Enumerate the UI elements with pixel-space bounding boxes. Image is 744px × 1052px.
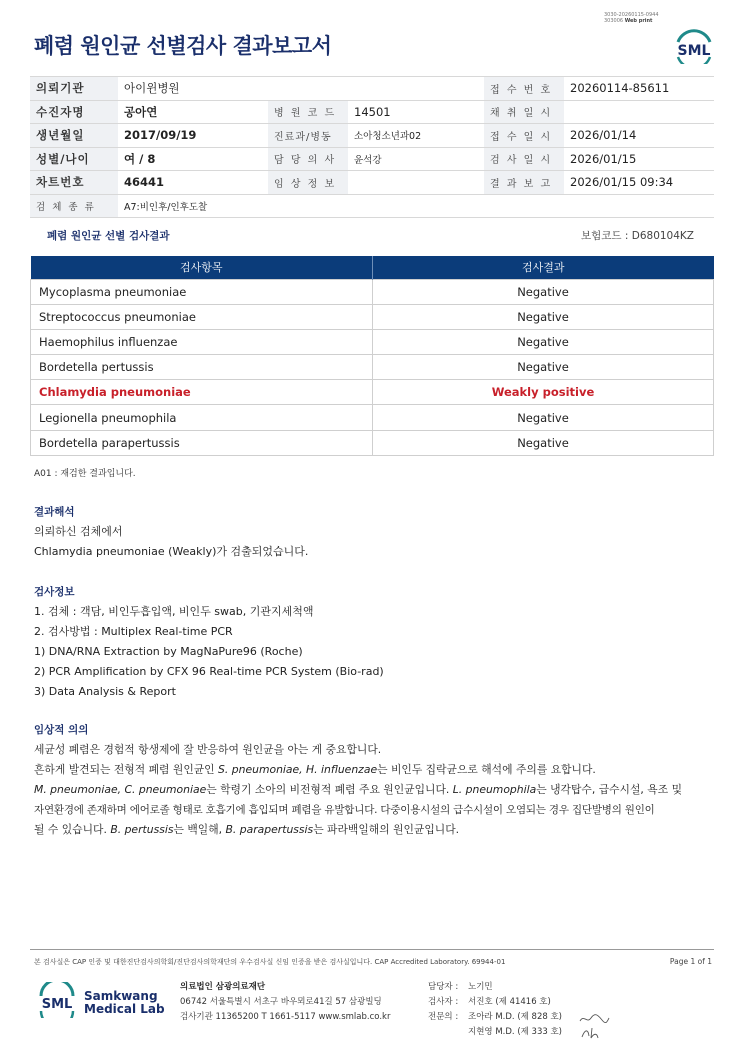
- logo-text-bottom: SML: [41, 997, 73, 1012]
- info-label: 진료과/병동: [268, 124, 348, 148]
- print-code-line1: 3030-20260115-0944: [604, 12, 659, 18]
- table-row: [31, 355, 714, 380]
- info-label: 병 원 코 드: [268, 100, 348, 124]
- interpretation-line: 의뢰하신 검체에서: [34, 525, 123, 538]
- test-item: Bordetella pertussis: [31, 355, 373, 380]
- test-item: Chlamydia pneumoniae: [31, 380, 373, 405]
- test-info-line: 2) PCR Amplification by CFX 96 Real-time PCR System (Bio-rad): [34, 665, 384, 678]
- info-value: 윤석강: [348, 147, 484, 171]
- clinical-line: 자연환경에 존재하며 에어로졸 형태로 호흡기에 흡입되며 폐렴을 유발합니다. 다중이용시설의 급수시설이 오염되는 경우 집단발병의 원인이: [34, 804, 655, 816]
- staff-role: 전문의 :: [428, 1012, 459, 1022]
- info-label: 검 사 일 시: [484, 147, 564, 171]
- results-section-title: 폐렴 원인균 선별 검사결과: [47, 230, 170, 242]
- test-item: Haemophilus influenzae: [31, 329, 373, 354]
- info-value: 공아연: [118, 100, 268, 124]
- specimen-label: 검 체 종 류: [30, 194, 118, 218]
- retest-note: A01 : 재검한 결과입니다.: [34, 469, 136, 479]
- info-label: 임 상 정 보: [268, 171, 348, 195]
- interpretation-heading: 결과해석: [34, 506, 75, 518]
- test-item: Streptococcus pneumoniae: [31, 304, 373, 329]
- cap-certification: 본 검사실은 CAP 인증 및 대한진단검사의학회/진단검사의학재단의 우수검사실 신임 인증을 받은 검사실입니다. CAP Accredited Laboratory. 69944-01: [34, 958, 506, 966]
- info-value: [348, 171, 484, 195]
- test-info-line: 3) Data Analysis & Report: [34, 685, 176, 698]
- staff-name: 서진호 (제 41416 호): [468, 997, 551, 1007]
- col-header-item: 검사항목: [31, 256, 373, 279]
- info-row: [30, 124, 714, 148]
- info-row: [30, 77, 714, 101]
- clinical-italic-span: S. pneumoniae, H. influenzae: [218, 763, 378, 776]
- info-value: [564, 100, 714, 124]
- test-result: Negative: [373, 405, 714, 430]
- info-value: 20260114-85611: [564, 77, 714, 101]
- clinical-italic-span: B. parapertussis: [225, 823, 314, 836]
- info-value: 소아청소년과02: [348, 124, 484, 148]
- test-item: Legionella pneumophila: [31, 405, 373, 430]
- test-item: Mycoplasma pneumoniae: [31, 279, 373, 304]
- staff-row: [428, 980, 562, 995]
- clinical-text-span: 는 비인두 집락균으로 해석에 주의를 요합니다.: [377, 763, 596, 776]
- table-row: [31, 329, 714, 354]
- info-label: 채 취 일 시: [484, 100, 564, 124]
- info-value: 14501: [348, 100, 484, 124]
- info-value: 2017/09/19: [118, 124, 268, 148]
- test-info-line: 1. 검체 : 객담, 비인두흡입액, 비인두 swab, 기관지세척액: [34, 605, 314, 618]
- org-name: 의료법인 삼광의료재단: [180, 982, 266, 992]
- test-item: Bordetella parapertussis: [31, 430, 373, 455]
- table-row-positive: [31, 380, 714, 405]
- info-row: [30, 147, 714, 171]
- clinical-text-span: 될 수 있습니다.: [34, 823, 111, 836]
- info-label: 담 당 의 사: [268, 147, 348, 171]
- clinical-line: [34, 820, 714, 840]
- info-label: 접 수 번 호: [484, 77, 564, 101]
- results-table: [30, 256, 714, 456]
- organization-info: [180, 980, 390, 1025]
- logo-line1: Samkwang: [84, 989, 158, 1003]
- clinical-text-span: 는 학령기 소아의 비전형적 폐렴 주요 원인균입니다.: [206, 783, 453, 796]
- info-value: 46441: [118, 171, 268, 195]
- clinical-text: [34, 740, 714, 840]
- info-label: 성별/나이: [30, 147, 118, 171]
- test-info-heading: 검사정보: [34, 586, 75, 598]
- info-label: 차트번호: [30, 171, 118, 195]
- clinical-heading: 임상적 의의: [34, 724, 89, 736]
- info-value: 2026/01/14: [564, 124, 714, 148]
- results-header-row: [31, 256, 714, 279]
- staff-name: 지현영 M.D. (제 333 호): [468, 1027, 563, 1037]
- info-label: 의뢰기관: [30, 77, 118, 101]
- interpretation-text: [34, 522, 714, 562]
- clinical-text-span: 는 백일해,: [173, 823, 226, 836]
- test-result: Negative: [373, 329, 714, 354]
- info-value: 여 / 8: [118, 147, 268, 171]
- clinical-text-span: 흔하게 발견되는 전형적 폐렴 원인균인: [34, 763, 219, 776]
- table-row: [31, 304, 714, 329]
- clinical-italic-span: L. pneumophila: [452, 783, 537, 796]
- staff-row: [428, 1010, 562, 1025]
- logo-line2: Medical Lab: [84, 1002, 165, 1016]
- test-result: Weakly positive: [373, 380, 714, 405]
- staff-name: 조아라 M.D. (제 828 호): [468, 1012, 563, 1022]
- info-row: [30, 194, 714, 218]
- col-header-result: 검사결과: [373, 256, 714, 279]
- staff-role: 검사자 :: [428, 997, 459, 1007]
- test-result: Negative: [373, 355, 714, 380]
- info-label: 수진자명: [30, 100, 118, 124]
- sml-logo-footer-icon: [36, 982, 78, 1018]
- footer-divider: [30, 949, 714, 950]
- table-row: [31, 430, 714, 455]
- patient-info-table: [30, 76, 714, 218]
- print-label: Web print: [624, 18, 653, 24]
- page-number: Page 1 of 1: [669, 957, 712, 966]
- interpretation-line: Chlamydia pneumoniae (Weakly)가 검출되었습니다.: [34, 545, 309, 558]
- info-label: 접 수 일 시: [484, 124, 564, 148]
- test-result: Negative: [373, 279, 714, 304]
- sml-logo-icon: [672, 26, 716, 64]
- test-info-line: 1) DNA/RNA Extraction by MagNaPure96 (Roche): [34, 645, 303, 658]
- org-contact: 검사기관 11365200 T 1661-5117 www.smlab.co.kr: [180, 1012, 391, 1022]
- table-row: [31, 279, 714, 304]
- staff-role: 담당자 :: [428, 982, 459, 992]
- staff-info: [428, 980, 562, 1040]
- staff-name: 노기민: [468, 982, 493, 992]
- test-result: Negative: [373, 304, 714, 329]
- insurance-code: 보험코드 : D680104KZ: [580, 230, 694, 242]
- staff-row: [428, 1025, 562, 1040]
- clinical-line: [34, 780, 714, 800]
- test-info-text: [34, 602, 714, 702]
- test-result: Negative: [373, 430, 714, 455]
- info-label: 결 과 보 고: [484, 171, 564, 195]
- clinical-italic-span: B. pertussis: [110, 823, 174, 836]
- info-label: 생년월일: [30, 124, 118, 148]
- clinical-italic-span: M. pneumoniae, C. pneumoniae: [34, 783, 207, 796]
- info-row: [30, 100, 714, 124]
- staff-role: [428, 1025, 468, 1040]
- test-info-line: 2. 검사방법 : Multiplex Real-time PCR: [34, 625, 233, 638]
- clinical-text-span: 는 파라백일해의 원인균입니다.: [313, 823, 460, 836]
- info-value: 2026/01/15: [564, 147, 714, 171]
- table-row: [31, 405, 714, 430]
- info-value: 아이윈병원: [118, 77, 484, 101]
- specimen-value: A7:비인후/인후도찰: [118, 194, 714, 218]
- print-code-line2: 303006: [604, 18, 624, 24]
- signature-icon: [578, 1026, 610, 1040]
- info-value: 2026/01/15 09:34: [564, 171, 714, 195]
- clinical-line: [34, 760, 714, 780]
- lab-name-logo: [84, 990, 165, 1016]
- info-row: [30, 171, 714, 195]
- page-title: 폐렴 원인균 선별검사 결과보고서: [34, 34, 332, 58]
- logo-text-top: SML: [677, 43, 711, 59]
- org-address: 06742 서울특별시 서초구 바우뫼로41길 57 삼광빌딩: [180, 997, 382, 1007]
- clinical-line: 세균성 폐렴은 경험적 항생제에 잘 반응하여 원인균을 아는 게 중요합니다.: [34, 743, 382, 756]
- print-code: [604, 12, 659, 24]
- signature-icon: [578, 1012, 610, 1026]
- staff-row: [428, 995, 562, 1010]
- clinical-text-span: 는 냉각탑수, 급수시설, 욕조 및: [536, 783, 682, 796]
